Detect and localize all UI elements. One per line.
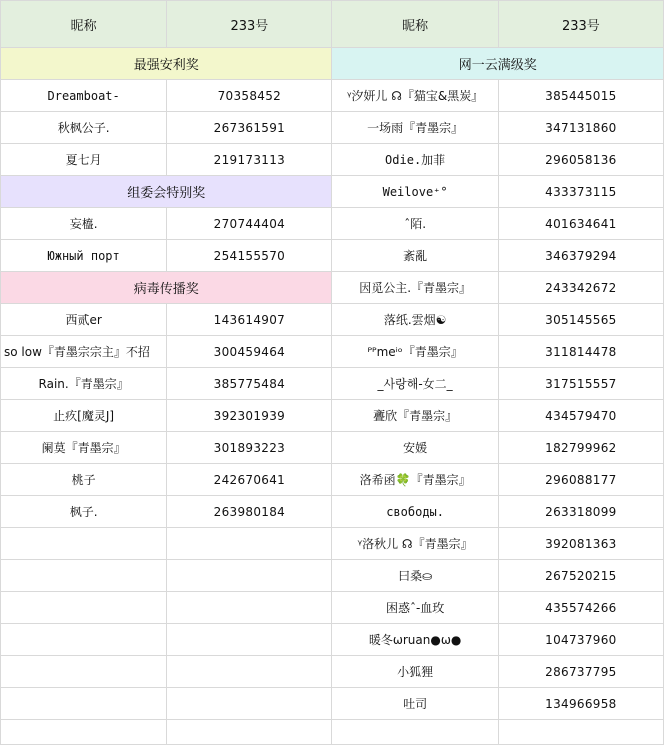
id-cell[interactable]: 301893223 — [167, 432, 332, 464]
nickname-cell[interactable]: ᵞ洛秋儿 ☊『青墨宗』 — [332, 528, 498, 560]
empty-cell[interactable] — [167, 592, 332, 624]
table-row — [1, 368, 664, 400]
nickname-cell[interactable]: 暖冬ωruan●ω● — [332, 624, 498, 656]
id-cell[interactable]: 433373115 — [498, 176, 663, 208]
id-cell[interactable]: 104737960 — [498, 624, 663, 656]
empty-cell[interactable] — [332, 720, 498, 745]
nickname-cell[interactable]: 桃子 — [1, 464, 167, 496]
nickname-cell[interactable]: 止疚[魔灵J] — [1, 400, 167, 432]
empty-cell[interactable] — [1, 560, 167, 592]
table-row — [1, 240, 664, 272]
nickname-cell[interactable]: Dreamboat- — [1, 80, 167, 112]
table-row — [1, 400, 664, 432]
header-row — [1, 1, 664, 48]
nickname-cell[interactable]: 枫子. — [1, 496, 167, 528]
section-title-committee-special[interactable]: 组委会特别奖 — [1, 176, 332, 208]
empty-cell[interactable] — [1, 720, 167, 745]
nickname-cell[interactable]: ᵞ汐妍儿 ☊『猫宝&黑炭』 — [332, 80, 498, 112]
id-cell[interactable]: 401634641 — [498, 208, 663, 240]
nickname-cell[interactable]: 吐司 — [332, 688, 498, 720]
header-id-right[interactable]: 233号 — [498, 1, 663, 48]
table-row — [1, 48, 664, 80]
table-row — [1, 112, 664, 144]
table-row — [1, 560, 664, 592]
id-cell[interactable]: 392081363 — [498, 528, 663, 560]
header-nickname-left[interactable]: 昵称 — [1, 1, 167, 48]
table-row — [1, 208, 664, 240]
empty-cell[interactable] — [167, 560, 332, 592]
empty-cell[interactable] — [1, 688, 167, 720]
id-cell[interactable]: 305145565 — [498, 304, 663, 336]
nickname-cell[interactable]: 斖欣『青墨宗』 — [332, 400, 498, 432]
id-cell[interactable]: 134966958 — [498, 688, 663, 720]
id-cell[interactable]: 267520215 — [498, 560, 663, 592]
id-cell[interactable]: 263318099 — [498, 496, 663, 528]
table-row — [1, 592, 664, 624]
table-row — [1, 688, 664, 720]
id-cell[interactable]: 70358452 — [167, 80, 332, 112]
nickname-cell[interactable]: 落纸.雲烟☯ — [332, 304, 498, 336]
nickname-cell[interactable]: 曰桑⛀ — [332, 560, 498, 592]
id-cell[interactable]: 300459464 — [167, 336, 332, 368]
table-row — [1, 272, 664, 304]
nickname-cell[interactable]: 一场雨『青墨宗』 — [332, 112, 498, 144]
nickname-cell[interactable]: so low『青墨宗宗主』不招 — [1, 336, 167, 368]
nickname-cell[interactable]: свободы. — [332, 496, 498, 528]
id-cell[interactable]: 311814478 — [498, 336, 663, 368]
nickname-cell[interactable]: 紊亂 — [332, 240, 498, 272]
header-nickname-right[interactable]: 昵称 — [332, 1, 498, 48]
empty-cell[interactable] — [1, 656, 167, 688]
nickname-cell[interactable]: Weilove⁺° — [332, 176, 498, 208]
section-title-max-level[interactable]: 网一云满级奖 — [332, 48, 664, 80]
nickname-cell[interactable]: 小狐狸 — [332, 656, 498, 688]
nickname-cell[interactable]: Rain.『青墨宗』 — [1, 368, 167, 400]
table-row — [1, 432, 664, 464]
table-row — [1, 80, 664, 112]
table-row — [1, 656, 664, 688]
nickname-cell[interactable]: 阑莫『青墨宗』 — [1, 432, 167, 464]
nickname-cell[interactable]: Odie.加菲 — [332, 144, 498, 176]
id-cell[interactable]: 267361591 — [167, 112, 332, 144]
nickname-cell[interactable]: 西贰er — [1, 304, 167, 336]
nickname-cell[interactable]: ˆ陌. — [332, 208, 498, 240]
nickname-cell[interactable]: 因觅公主.『青墨宗』 — [332, 272, 498, 304]
id-cell[interactable]: 392301939 — [167, 400, 332, 432]
section-title-best-recommend[interactable]: 最强安利奖 — [1, 48, 332, 80]
id-cell[interactable]: 434579470 — [498, 400, 663, 432]
id-cell[interactable]: 286737795 — [498, 656, 663, 688]
empty-cell[interactable] — [167, 624, 332, 656]
nickname-cell[interactable]: _사랑해-女二_ — [332, 368, 498, 400]
empty-cell[interactable] — [498, 720, 663, 745]
id-cell[interactable]: 263980184 — [167, 496, 332, 528]
empty-cell[interactable] — [167, 688, 332, 720]
nickname-cell[interactable]: 洛希函🍀『青墨宗』 — [332, 464, 498, 496]
nickname-cell[interactable]: 秋枫公子. — [1, 112, 167, 144]
id-cell[interactable]: 270744404 — [167, 208, 332, 240]
id-cell[interactable]: 347131860 — [498, 112, 663, 144]
id-cell[interactable]: 182799962 — [498, 432, 663, 464]
table-row — [1, 176, 664, 208]
header-id-left[interactable]: 233号 — [167, 1, 332, 48]
id-cell[interactable]: 296058136 — [498, 144, 663, 176]
empty-cell[interactable] — [167, 528, 332, 560]
id-cell[interactable]: 435574266 — [498, 592, 663, 624]
table-row — [1, 496, 664, 528]
empty-cell[interactable] — [1, 528, 167, 560]
table-row — [1, 528, 664, 560]
id-cell[interactable]: 254155570 — [167, 240, 332, 272]
table-row — [1, 624, 664, 656]
id-cell[interactable]: 317515557 — [498, 368, 663, 400]
nickname-cell[interactable]: 困惑ˆ-血玫 — [332, 592, 498, 624]
empty-cell[interactable] — [1, 624, 167, 656]
nickname-cell[interactable]: 夏七月 — [1, 144, 167, 176]
table-row — [1, 336, 664, 368]
id-cell[interactable]: 143614907 — [167, 304, 332, 336]
id-cell[interactable]: 385445015 — [498, 80, 663, 112]
id-cell[interactable]: 242670641 — [167, 464, 332, 496]
nickname-cell[interactable]: 妄橀. — [1, 208, 167, 240]
table-row — [1, 304, 664, 336]
id-cell[interactable]: 346379294 — [498, 240, 663, 272]
nickname-cell[interactable]: Южный порт — [1, 240, 167, 272]
id-cell[interactable]: 219173113 — [167, 144, 332, 176]
table-row — [1, 144, 664, 176]
empty-cell[interactable] — [167, 720, 332, 745]
id-cell[interactable]: 243342672 — [498, 272, 663, 304]
empty-cell[interactable] — [167, 656, 332, 688]
empty-cell[interactable] — [1, 592, 167, 624]
section-title-viral-spread[interactable]: 病毒传播奖 — [1, 272, 332, 304]
nickname-cell[interactable]: ᴾᴾmeⁱᵒ『青墨宗』 — [332, 336, 498, 368]
id-cell[interactable]: 385775484 — [167, 368, 332, 400]
nickname-cell[interactable]: 安媛 — [332, 432, 498, 464]
table-row — [1, 720, 664, 745]
id-cell[interactable]: 296088177 — [498, 464, 663, 496]
table-row — [1, 464, 664, 496]
